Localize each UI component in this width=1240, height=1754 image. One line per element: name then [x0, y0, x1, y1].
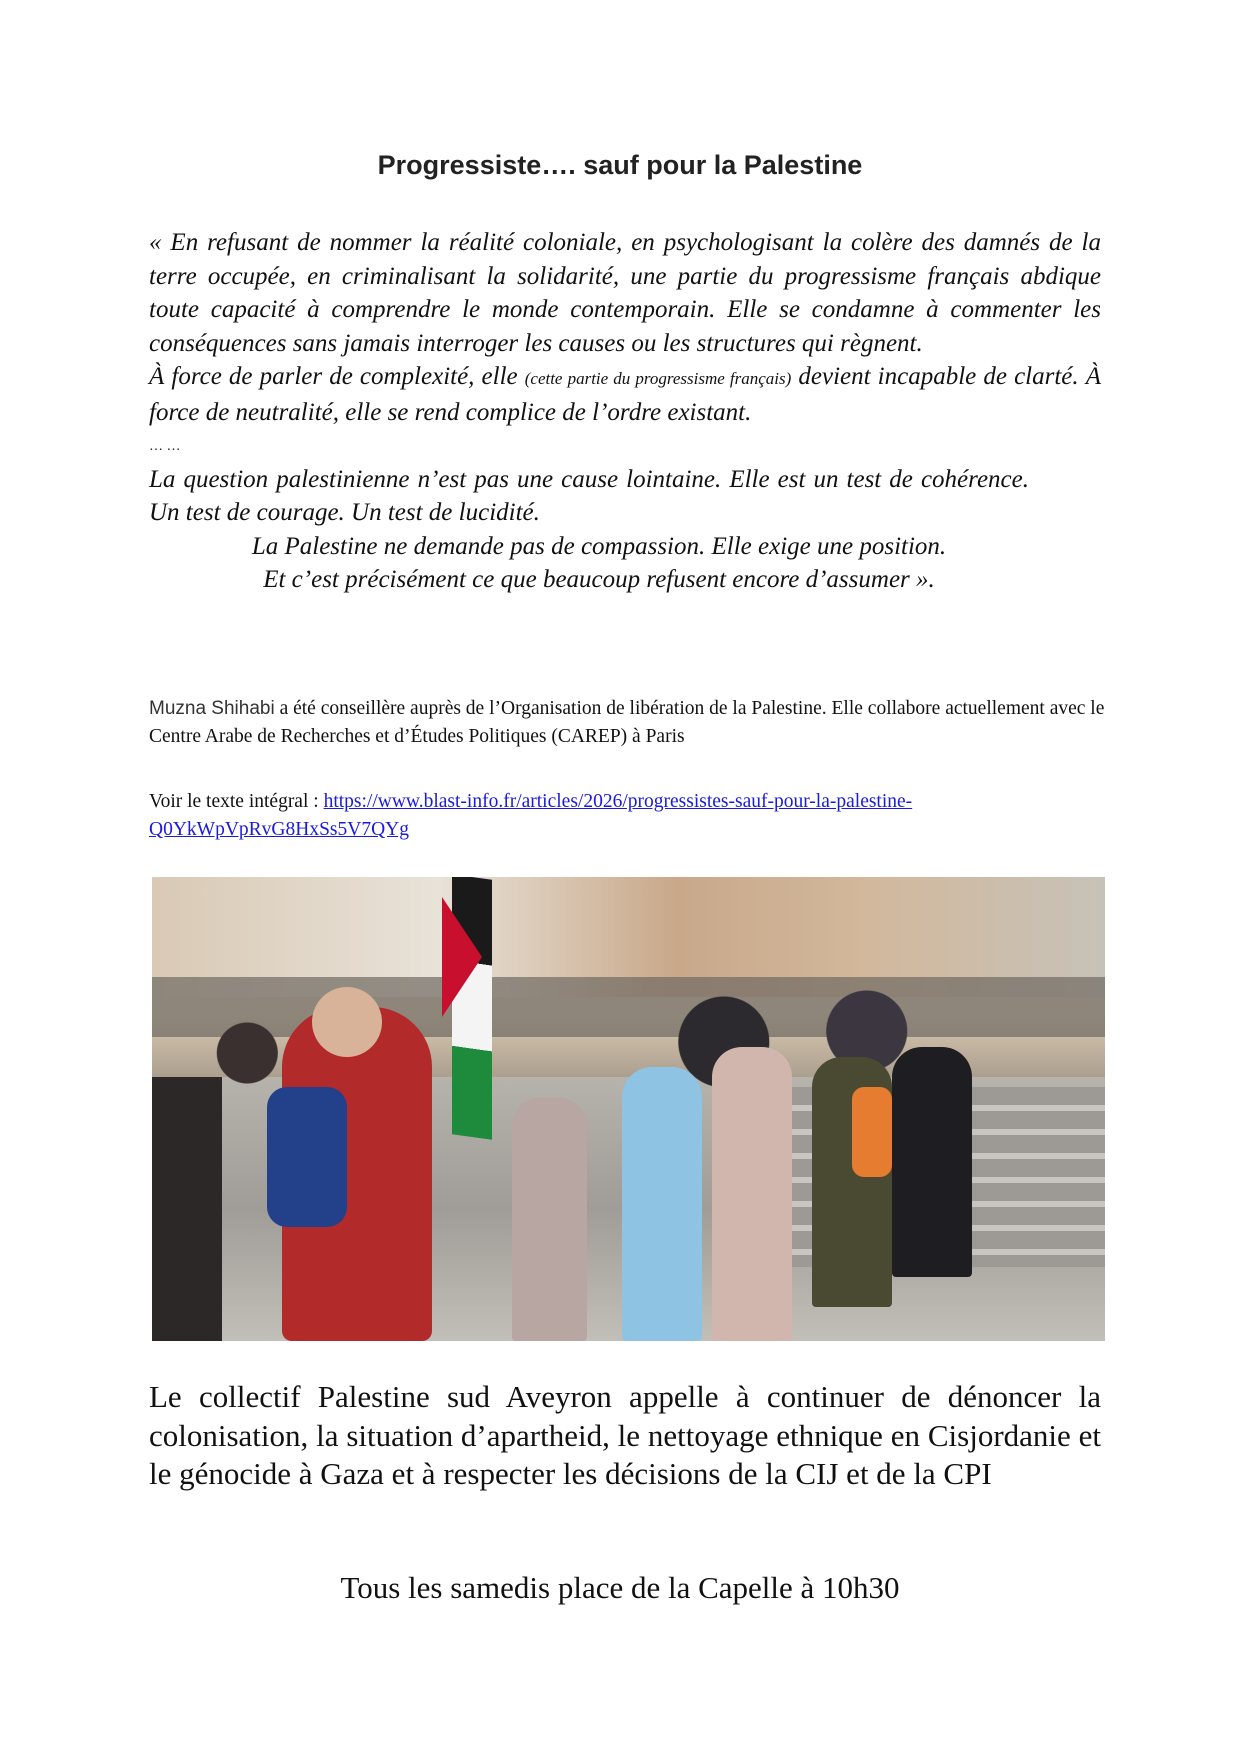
call-to-action: Le collectif Palestine sud Aveyron appelle à continuer de dénoncer la colonisation, la situation d’apartheid, le nettoyage ethnique en Cisjordanie et le génocide à Gaza et à respecter les décisions de la CIJ et de la CPI — [149, 1379, 1101, 1491]
source-link[interactable]: https://www.blast-info.fr/articles/2026/progressistes-sauf-pour-la-palestine-Q0YkWpVpRvG8HxSs5V7QYg — [149, 791, 913, 840]
quote-block — [149, 226, 1101, 597]
source-label: Voir le texte intégral : — [149, 791, 324, 812]
quote-text: À force de parler de complexité, elle — [149, 363, 525, 391]
quote-paragraph-5: Et c’est précisément ce que beaucoup refusent encore d’assumer ». — [263, 566, 935, 594]
quote-aside: (cette partie du progressisme français) — [524, 369, 792, 389]
source-line — [149, 788, 1109, 844]
author-description: a été conseillère auprès de l’Organisation de libération de la Palestine. Elle collabore actuellement avec le Centre Arabe de Recherches et d’Études Politiques (CAREP) à Paris — [149, 698, 1105, 747]
quote-paragraph-2 — [149, 360, 1101, 429]
quote-paragraph-3: La question palestinienne n’est pas une cause lointaine. Elle est un test de cohérence. Un test de courage. Un test de lucidité. — [149, 465, 1029, 527]
quote-paragraph-4: La Palestine ne demande pas de compassion. Elle exige une position. — [251, 532, 947, 560]
author-name: Muzna Shihabi — [149, 698, 275, 719]
quote-paragraph-1: « En refusant de nommer la réalité coloniale, en psychologisant la colère des damnés de la terre occupée, en criminalisant la solidarité, une partie du progressisme français abdique toute capacité à comprendre le monde contemporain. Elle se condamne à commenter les conséquences sans jamais interroger les causes ou les structures qui règnent. — [149, 229, 1101, 357]
page-title: Progressiste…. sauf pour la Palestine — [377, 150, 863, 180]
author-bio — [149, 695, 1109, 751]
ellipsis: … … — [149, 438, 181, 454]
quote-text: devient incapable de clarté. À force de neutralité, elle se rend complice de l’ordre existant. — [149, 363, 1101, 426]
rally-photo — [152, 877, 1105, 1341]
schedule: Tous les samedis place de la Capelle à 10h30 — [340, 1570, 900, 1605]
